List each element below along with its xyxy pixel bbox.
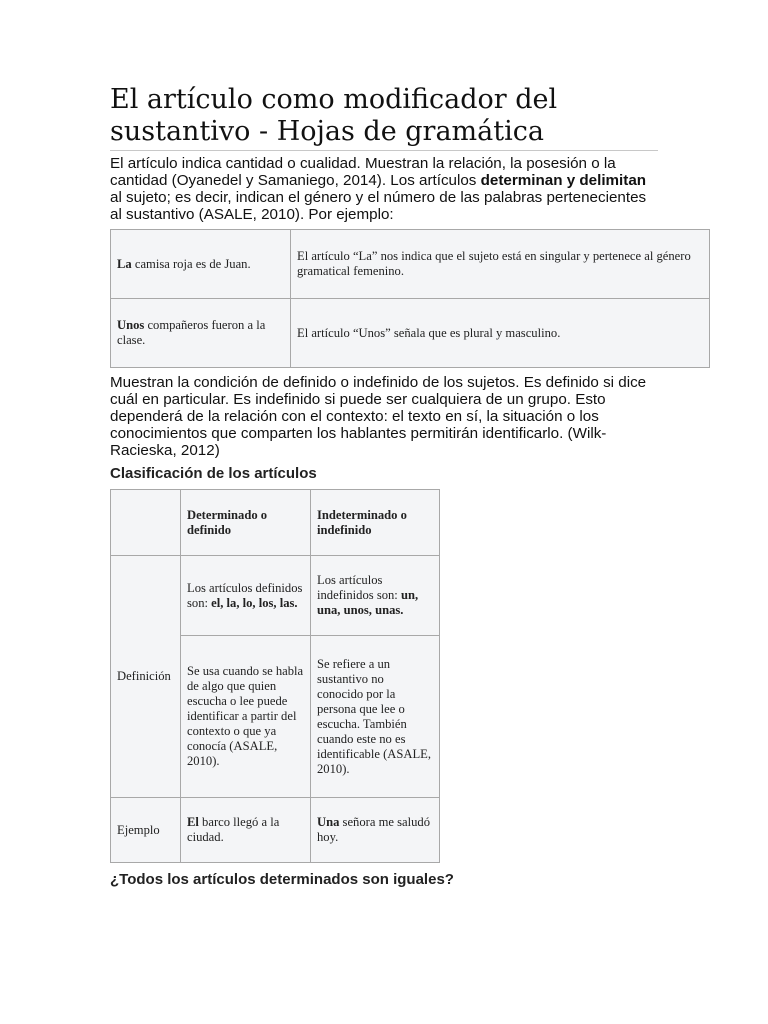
table-row (111, 299, 710, 368)
def-ind-articles-cell: Los artículos indefinidos son: un, una, unos, unas. (311, 556, 440, 636)
example-sentence-rest: compañeros fueron a la clase. (117, 318, 266, 347)
section-heading-pregunta: ¿Todos los artículos determinados son iguales? (110, 871, 454, 888)
section-heading-clasificacion: Clasificación de los artículos (110, 465, 317, 482)
row-label-definicion: Definición (111, 556, 181, 798)
intro-bold: determinan y delimitan (480, 172, 647, 189)
example-explanation-cell: El artículo “Unos” señala que es plural y masculino. (291, 299, 710, 368)
def-det-articles-cell: Los artículos definidos son: el, la, lo, los, las. (181, 556, 311, 636)
definido-paragraph: Muestran la condición de definido o indefinido de los sujetos. Es definido si dice cuál en particular. Es indefinido si puede ser cualquiera de un grupo. Esto dependerá de la relación con el contexto: el texto en sí, la situación o los conocimientos que comparten los hablantes permitirán identificarlo. (Wilk-Racieska, 2012) (110, 374, 647, 459)
empty-corner-cell (111, 490, 181, 556)
table-row (111, 230, 710, 299)
example-sentence-cell (111, 230, 291, 299)
example-sentence-cell (111, 299, 291, 368)
ejemplo-det-cell: El barco llegó a la ciudad. (181, 798, 311, 863)
clasificacion-table (110, 489, 440, 863)
intro-paragraph (110, 155, 658, 223)
example-explanation-cell: El artículo “La” nos indica que el sujeto está en singular y pertenece al género gramatical femenino. (291, 230, 710, 299)
table-row (111, 556, 440, 636)
page-title: El artículo como modificador del sustantivo - Hojas de gramática (110, 84, 658, 151)
def-det-usage-cell: Se usa cuando se habla de algo que quien escucha o lee puede identificar a partir del contexto o que ya conocía (ASALE, 2010). (181, 636, 311, 798)
example-article: Unos (117, 318, 145, 332)
table-row (111, 490, 440, 556)
header-determinado: Determinado o definido (181, 490, 311, 556)
example-sentence-rest: camisa roja es de Juan. (131, 256, 251, 271)
def-ind-usage-cell: Se refiere a un sustantivo no conocido por la persona que lee o escucha. También cuando este no es identificable (ASALE, 2010). (311, 636, 440, 798)
examples-table (110, 229, 710, 368)
example-article: La (117, 256, 132, 271)
intro-text-2: al sujeto; es decir, indican el género y el número de las palabras pertenecientes al sustantivo (ASALE, 2010). Por ejemplo: (110, 189, 647, 223)
row-label-ejemplo: Ejemplo (111, 798, 181, 863)
header-indeterminado: Indeterminado o indefinido (311, 490, 440, 556)
intro-text-1: El artículo indica cantidad o cualidad. Muestran la relación, la posesión o la cantidad (Oyanedel y Samaniego, 2014). Los artículos (110, 155, 616, 189)
ejemplo-ind-cell: Una señora me saludó hoy. (311, 798, 440, 863)
table-row (111, 798, 440, 863)
